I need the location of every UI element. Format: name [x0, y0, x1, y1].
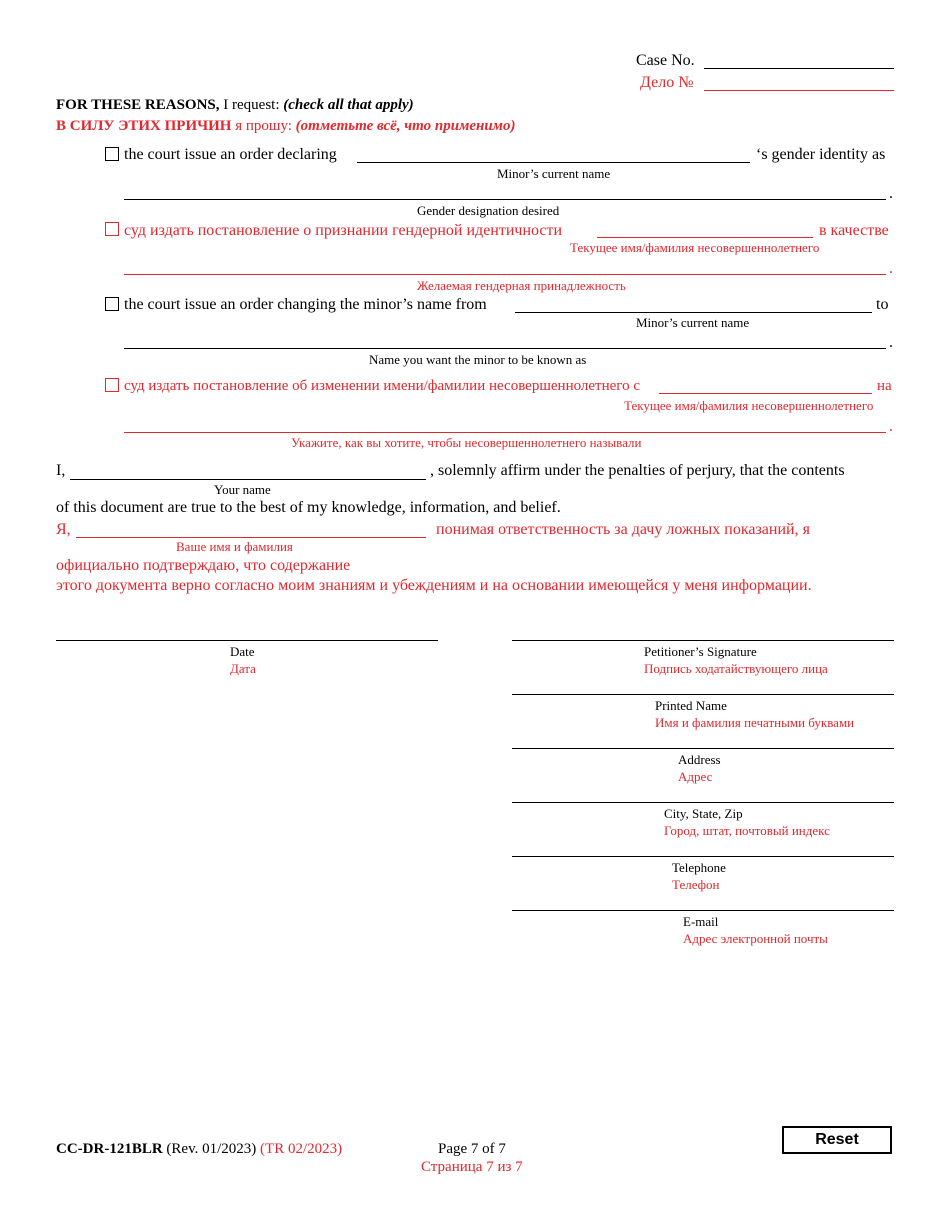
minor-current-name-field-2[interactable] — [515, 312, 872, 313]
affirm-line3-ru: этого документа верно согласно моим знаниям и убеждениям и на основании имеющейся у меня информации. — [56, 577, 812, 594]
period-ru: . — [889, 260, 893, 277]
caption-new-name: Name you want the minor to be known as — [369, 352, 587, 367]
option1-text: the court issue an order declaring — [124, 146, 337, 163]
new-name-field-ru — [124, 432, 886, 433]
minor-current-name-field-2-ru — [659, 393, 872, 394]
affirm-i-label-ru: Я, — [56, 521, 71, 538]
caption-minor-name: Minor’s current name — [497, 166, 611, 181]
date-label: Date — [230, 644, 255, 659]
petitioner-signature-label-ru: Подпись ходатайствующего лица — [644, 661, 828, 676]
minor-current-name-field-ru — [597, 237, 813, 238]
gender-designation-field[interactable] — [124, 199, 886, 200]
option1-text-b: ‘s gender identity as — [756, 146, 886, 163]
your-name-field[interactable] — [70, 479, 426, 480]
affirm-line2-ru: официально подтверждаю, что содержание — [56, 557, 351, 574]
affirm-i-label: I, — [56, 462, 66, 479]
caption-gender-designation: Gender designation desired — [417, 203, 560, 218]
telephone-field[interactable] — [512, 856, 894, 857]
city-state-zip-field[interactable] — [512, 802, 894, 803]
caption-minor-name-ru: Текущее имя/фамилия несовершеннолетнего — [570, 240, 820, 255]
case-no-field-ru — [704, 90, 894, 91]
telephone-label-ru: Телефон — [672, 877, 720, 892]
city-state-zip-label: City, State, Zip — [664, 806, 743, 821]
printed-name-field[interactable] — [512, 694, 894, 695]
telephone-label: Telephone — [672, 860, 726, 875]
email-label: E-mail — [683, 914, 719, 929]
address-label-ru: Адрес — [678, 769, 713, 784]
affirm-text-ru: понимая ответственность за дачу ложных показаний, я — [436, 521, 810, 538]
name-change-checkbox[interactable] — [105, 297, 119, 311]
page-number: Page 7 of 7 — [438, 1141, 506, 1157]
reset-button[interactable]: Reset — [782, 1126, 892, 1154]
option2-text-b-ru: на — [877, 378, 892, 394]
option2-text-b: to — [876, 296, 889, 313]
name-change-checkbox-ru[interactable] — [105, 378, 119, 392]
caption-minor-name-2-ru: Текущее имя/фамилия несовершеннолетнего — [624, 398, 874, 413]
case-no-label: Case No. — [636, 52, 695, 69]
email-field[interactable] — [512, 910, 894, 911]
gender-identity-checkbox-ru[interactable] — [105, 222, 119, 236]
caption-your-name: Your name — [214, 482, 271, 497]
caption-gender-designation-ru: Желаемая гендерная принадлежность — [417, 278, 626, 293]
option1-text-ru: суд издать постановление о признании гендерной идентичности — [124, 222, 563, 239]
affirm-text: , solemnly affirm under the penalties of perjury, that the contents — [430, 462, 845, 479]
date-label-ru: Дата — [230, 661, 256, 676]
period-2: . — [889, 334, 893, 351]
printed-name-label-ru: Имя и фамилия печатными буквами — [655, 715, 855, 730]
caption-minor-name-2: Minor’s current name — [636, 315, 750, 330]
period-2-ru: . — [889, 418, 893, 435]
gender-identity-checkbox[interactable] — [105, 147, 119, 161]
reasons-heading: FOR THESE REASONS, I request: (check all that apply) — [56, 97, 414, 113]
case-no-label-ru: Дело № — [640, 74, 694, 91]
reasons-heading-ru: В СИЛУ ЭТИХ ПРИЧИН я прошу: (отметьте всё, что применимо) — [56, 118, 516, 134]
page-number-ru: Страница 7 из 7 — [421, 1159, 523, 1175]
form-id: CC-DR-121BLR (Rev. 01/2023) (TR 02/2023) — [56, 1141, 343, 1157]
address-label: Address — [678, 752, 721, 767]
petitioner-signature-label: Petitioner’s Signature — [644, 644, 757, 659]
affirm-line2: of this document are true to the best of my knowledge, information, and belief. — [56, 499, 561, 516]
new-name-field[interactable] — [124, 348, 886, 349]
caption-your-name-ru: Ваше имя и фамилия — [176, 539, 293, 554]
date-field[interactable] — [56, 640, 438, 641]
case-no-field[interactable] — [704, 68, 894, 69]
gender-designation-field-ru — [124, 274, 886, 275]
option1-text-b-ru: в качестве — [819, 222, 889, 239]
printed-name-label: Printed Name — [655, 698, 727, 713]
city-state-zip-label-ru: Город, штат, почтовый индекс — [664, 823, 830, 838]
option2-text-ru: суд издать постановление об изменении имени/фамилии несовершеннолетнего с — [124, 378, 640, 394]
address-field[interactable] — [512, 748, 894, 749]
option2-text: the court issue an order changing the minor’s name from — [124, 296, 487, 313]
email-label-ru: Адрес электронной почты — [683, 931, 828, 946]
petitioner-signature-field[interactable] — [512, 640, 894, 641]
caption-new-name-ru: Укажите, как вы хотите, чтобы несовершеннолетнего называли — [291, 435, 642, 450]
your-name-field-ru — [76, 537, 426, 538]
period: . — [889, 185, 893, 202]
minor-current-name-field[interactable] — [357, 162, 750, 163]
